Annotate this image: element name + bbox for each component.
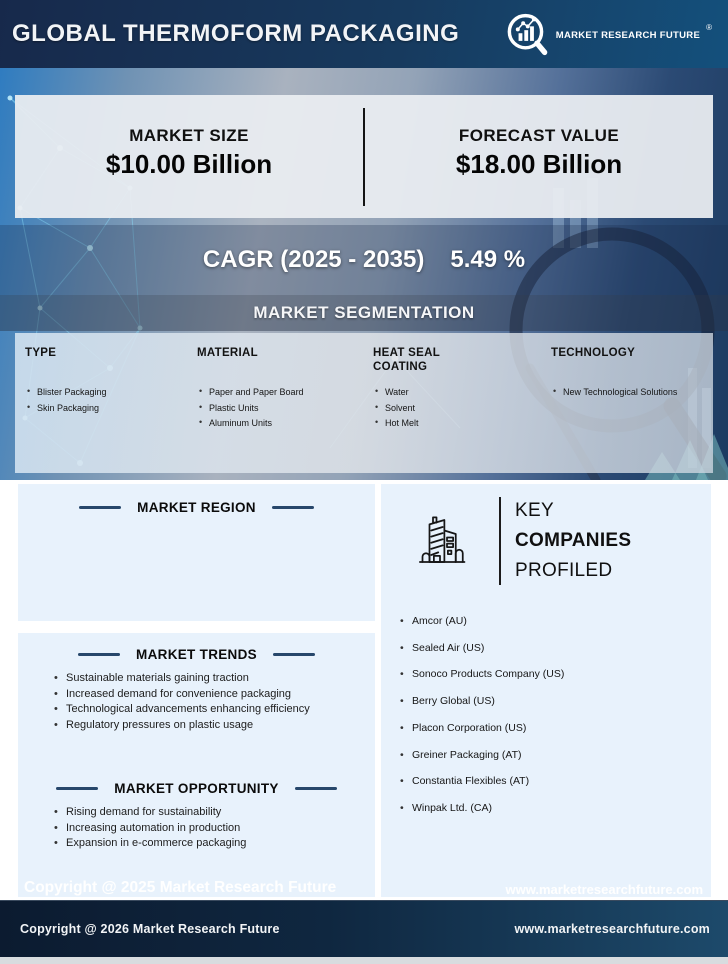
forecast-value-value: $18.00 Billion (455, 148, 623, 179)
list-item: • Rising demand for sustainability (52, 805, 375, 821)
list-item: • Amcor (AU) (399, 608, 711, 635)
list-item: • Hot Melt (373, 419, 551, 428)
heading-rule-right (295, 787, 337, 790)
list-item: • Winpak Ltd. (CA) (399, 795, 711, 822)
footer-copyright: Copyright @ 2026 Market Research Future (20, 922, 280, 936)
market-trends-card (18, 633, 375, 897)
buildings-icon-wrap (381, 512, 499, 570)
title-companies: COMPANIES (515, 530, 632, 551)
footer-bar (0, 900, 728, 957)
heading-rule-left (79, 506, 121, 509)
list-item: • Paper and Paper Board (197, 388, 373, 397)
buildings-icon (412, 512, 468, 570)
market-size-value: $10.00 Billion (105, 148, 273, 179)
key-companies-header (381, 496, 711, 586)
list-item: • Increasing automation in production (52, 821, 375, 837)
registered-mark: ® (706, 23, 712, 32)
segment-heading: TECHNOLOGY (551, 347, 636, 359)
segment-column-type (25, 346, 197, 473)
heading-rule-left (56, 787, 98, 790)
market-region-card (18, 484, 375, 621)
mrf-logo-icon (504, 11, 550, 57)
bottom-strip (0, 957, 728, 964)
forecast-value-label: FORECAST VALUE (458, 125, 620, 145)
copyright-watermark: Copyright @ 2025 Market Research Future (24, 879, 337, 896)
market-stats-panel (15, 95, 713, 218)
segment-column-heat-seal-coating (373, 346, 551, 473)
list-item: • Constantia Flexibles (AT) (399, 768, 711, 795)
list-item: • Regulatory pressures on plastic usage (52, 718, 375, 734)
list-item: • Placon Corporation (US) (399, 715, 711, 742)
segment-item-list (25, 388, 197, 413)
segment-heading: TYPE (25, 347, 57, 359)
page-title: GLOBAL THERMOFORM PACKAGING (12, 20, 460, 47)
list-item: • Blister Packaging (25, 388, 197, 397)
cagr-label: CAGR (2025 - 2035) (202, 246, 425, 273)
title-key: KEY (515, 500, 554, 521)
segmentation-title: MARKET SEGMENTATION (253, 303, 475, 322)
market-opportunity-heading (18, 781, 375, 796)
key-companies-card (381, 484, 711, 897)
market-trends-list (18, 671, 375, 733)
list-item: • Sonoco Products Company (US) (399, 661, 711, 688)
list-item: • New Technological Solutions (551, 388, 713, 397)
market-region-heading (18, 500, 375, 515)
market-region-title: MARKET REGION (137, 500, 256, 515)
brand-name: MARKET RESEARCH FUTURE (555, 30, 701, 41)
market-opportunity-list (18, 805, 375, 852)
market-size-block (15, 95, 363, 218)
heading-rule-right (272, 506, 314, 509)
list-item: • Skin Packaging (25, 404, 197, 413)
cagr-value: 5.49 % (450, 246, 526, 273)
market-opportunity-title: MARKET OPPORTUNITY (114, 781, 279, 796)
list-item: • Plastic Units (197, 404, 373, 413)
header-bar (0, 0, 728, 68)
list-item: • Greiner Packaging (AT) (399, 742, 711, 769)
market-size-label: MARKET SIZE (129, 125, 249, 145)
key-companies-title (515, 496, 631, 586)
market-trends-title: MARKET TRENDS (136, 647, 257, 662)
heading-rule-left (78, 653, 120, 656)
brand-logo (504, 11, 712, 57)
list-item: • Berry Global (US) (399, 688, 711, 715)
companies-list (381, 608, 711, 822)
footer-website-link[interactable]: www.marketresearchfuture.com (514, 922, 710, 936)
list-item: • Sustainable materials gaining traction (52, 671, 375, 687)
market-trends-heading (18, 647, 375, 662)
list-item: • Technological advancements enhancing efficiency (52, 702, 375, 718)
segmentation-title-band (0, 295, 728, 331)
hero-section (0, 68, 728, 480)
segment-column-material (197, 346, 373, 473)
list-item: • Water (373, 388, 551, 397)
forecast-value-block (365, 95, 713, 218)
segment-item-list (373, 388, 551, 428)
cagr-band (0, 225, 728, 295)
website-watermark: www.marketresearchfuture.com (505, 882, 703, 897)
list-item: • Solvent (373, 404, 551, 413)
heading-rule-right (273, 653, 315, 656)
segment-item-list (551, 388, 713, 397)
header-separator (499, 497, 501, 585)
segmentation-panel (15, 333, 713, 473)
title-profiled: PROFILED (515, 560, 613, 581)
segment-column-technology (551, 346, 713, 473)
segment-item-list (197, 388, 373, 428)
segment-heading: MATERIAL (197, 347, 258, 359)
list-item: • Sealed Air (US) (399, 635, 711, 662)
list-item: • Expansion in e-commerce packaging (52, 836, 375, 852)
list-item: • Increased demand for convenience packaging (52, 687, 375, 703)
segment-heading: HEAT SEAL COATING (373, 347, 440, 373)
list-item: • Aluminum Units (197, 419, 373, 428)
